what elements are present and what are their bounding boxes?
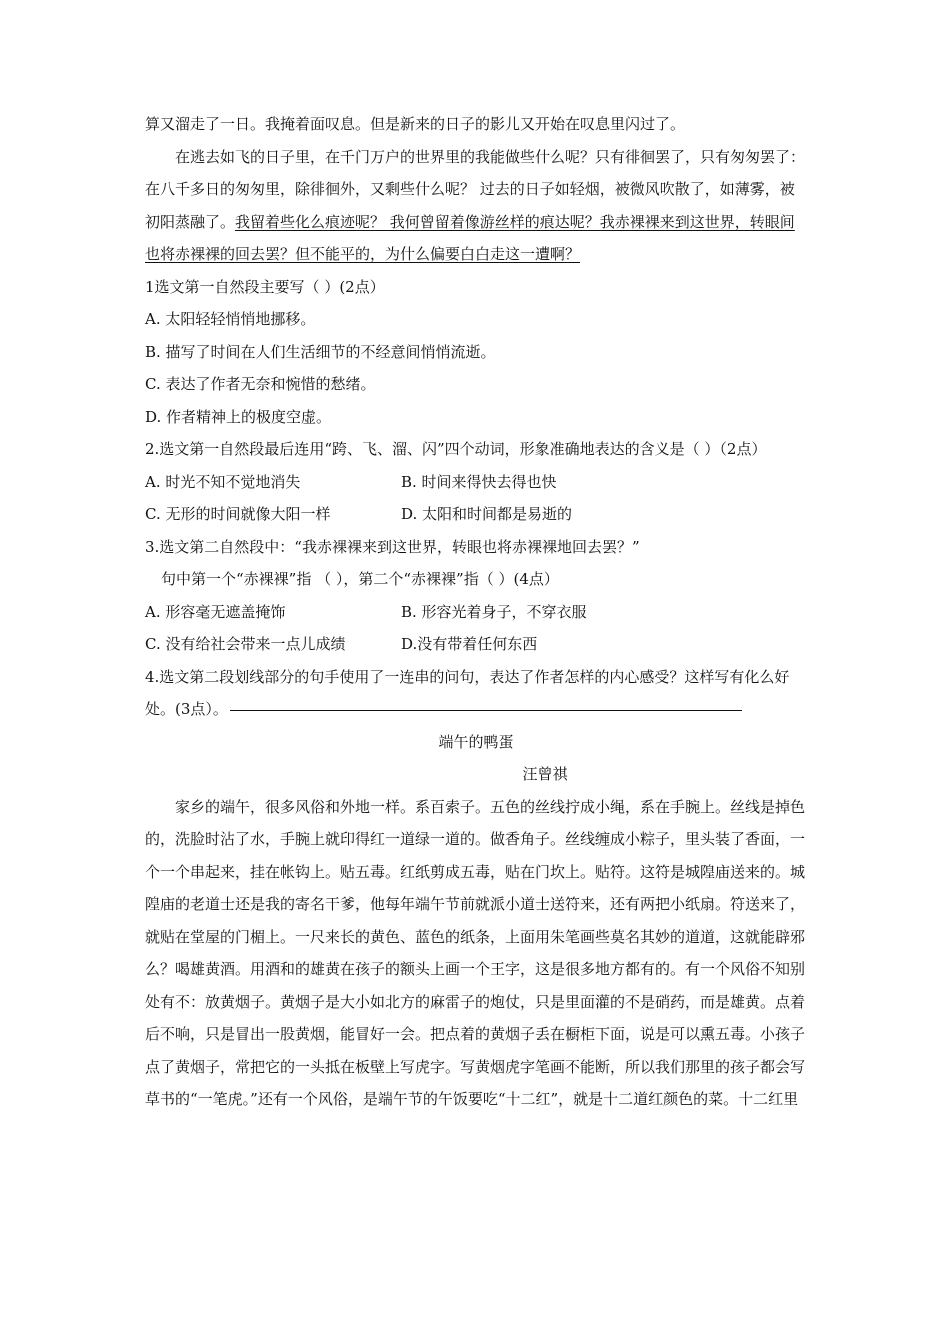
question-3-subquestion: 句中第一个“赤裸裸”指 （ ），第二个“赤裸裸”指（ ）(4点）: [161, 570, 559, 588]
question-2-option-b: B. 时间来得快去得也快: [401, 472, 557, 491]
question-2-options-row-1: [145, 466, 807, 499]
question-1-stem: 1选文第一自然段主要写（ ）(2点）: [145, 277, 385, 296]
question-3-stem: 3.选文第二自然段中：“我赤裸裸来到这世界，转眼也将赤裸裸地回去罢？”: [145, 537, 640, 556]
question-2-option-a: A. 时光不知不觉地消失: [145, 472, 301, 491]
question-4-text: 4.选文第二段划线部分的句手使用了一连串的问句，表达了作者怎样的内心感受？这样写有化么好处。(3点）。: [145, 667, 790, 718]
answer-blank-line: [230, 709, 742, 711]
question-1-option-a: A. 太阳轻轻悄悄地挪移。: [145, 310, 316, 328]
question-1-option-b: B. 描写了时间在人们生活细节的不经意间悄悄流逝。: [145, 342, 496, 361]
passage1-paragraph-2: [145, 141, 807, 271]
question-4-stem: [145, 661, 807, 726]
document-page: [145, 108, 807, 1116]
passage2-title: 端午的鸭蛋: [438, 732, 514, 751]
passage2-body: 家乡的端午，很多风俗和外地一样。系百索子。五色的丝线拧成小绳，系在手腕上。丝线是掉色的，洗脸时沾了水，手腕上就印得红一道绿一道的。做香角子。丝线缠成小粽子，里头装了香面，一个一个串起来，挂在帐钩上。贴五毒。红纸剪成五毒，贴在门坎上。贴符。这符是城隍庙送来的。城隍庙的老道士还是我的寄名干爹，他每年端午节前就派小道士送符来，还有两把小纸扇。符送来了，就贴在堂屋的门楣上。一尺来长的黄色、蓝色的纸条，上面用朱笔画些莫名其妙的道道，这就能辟邪么？喝雄黄酒。用酒和的雄黄在孩子的额头上画一个王字，这是很多地方都有的。有一个风俗不知别处有不：放黄烟子。黄烟子是大小如北方的麻雷子的炮仗，只是里面灌的不是硝药，而是雄黄。点着后不响，只是冒出一股黄烟，能冒好一会。把点着的黄烟子丢在橱柜下面，说是可以熏五毒。小孩子点了黄烟子，常把它的一头抵在板壁上写虎字。写黄烟虎字笔画不能断，所以我们那里的孩子都会写草书的“一笔虎。”还有一个风俗，是端午节的午饭要吃“十二红”，就是十二道红颜色的菜。十二红里: [145, 797, 806, 1108]
passage1-top-line: 算又溜走了一日。我掩着面叹息。但是新来的日子的影儿又开始在叹息里闪过了。: [145, 115, 686, 133]
question-3-option-d: D.没有带着任何东西: [401, 635, 538, 653]
question-2-option-d: D. 太阳和时间都是易逝的: [401, 505, 573, 523]
question-2-stem: 2.选文第一自然段最后连用“跨、飞、溜、闪”四个动词，形象准确地表达的含义是（ ）（2点）: [145, 440, 767, 458]
question-3-option-a: A. 形容毫无遮盖掩饰: [145, 602, 286, 621]
passage2-author: 汪曾祺: [522, 765, 568, 783]
question-3-option-b: B. 形容光着身子，不穿衣服: [401, 602, 587, 621]
question-3-options-row-2: [145, 628, 807, 661]
question-2-options-row-2: [145, 498, 807, 531]
paragraph-2-text: 在逃去如飞的日子里，在千门万户的世界里的我能做些什么呢？只有徘徊罢了，只有匆匆罢了：在八千多日的匆匆里，除徘徊外，又剩些什么呢？ 过去的日子如轻烟，被微风吹散了，如薄雾，被初阳蒸融了。: [145, 147, 806, 231]
question-3-options-row-1: [145, 596, 807, 629]
question-2-option-c: C. 无形的时间就像大阳一样: [145, 505, 331, 523]
question-1-option-d: D. 作者精神上的极度空虚。: [145, 407, 332, 426]
question-3-option-c: C. 没有给社会带来一点儿成绩: [145, 635, 346, 653]
question-1-option-c: C. 表达了作者无奈和惋惜的愁绪。: [145, 375, 376, 393]
underlined-sentence: 我留着些化么痕迹呢？ 我何曾留着像游丝样的痕达呢？我赤裸裸来到这世界，转眼间也将赤裸裸的回去罢？但不能平的，为什么偏要白白走这一遭啊？: [145, 212, 795, 263]
